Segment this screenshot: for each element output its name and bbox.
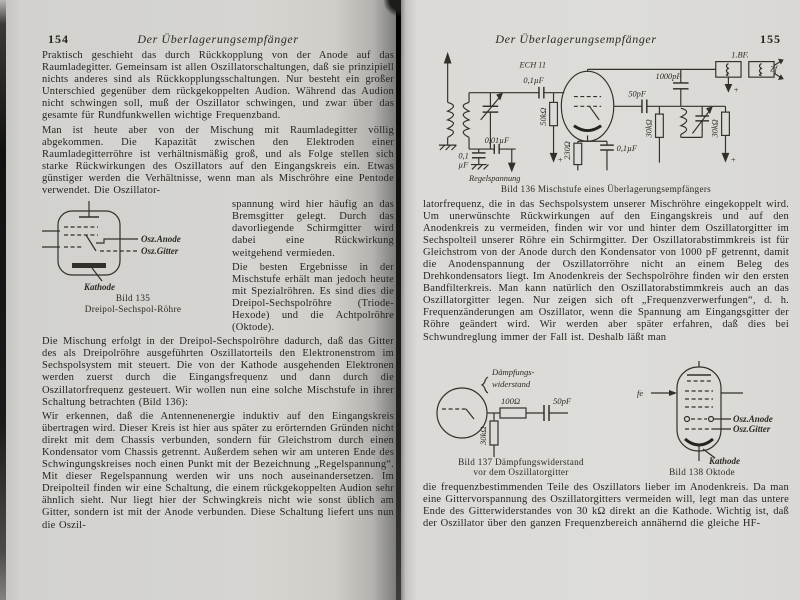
label-1000pf: 1000pF: [655, 72, 682, 82]
label-regelspannung: Regelspannung: [469, 174, 521, 184]
input-transformer: [439, 93, 469, 150]
label-kathode: Kathode: [709, 456, 741, 467]
paragraph: latorfrequenz, die in das Sechspolsystem unserer Mischröhre eingekoppelt wird. Um unerwünschte Rückwirkungen auf den Eingangskreis und auf den Anodenkreis zu vermeiden, finden wir vor und hinter dem Oszillatorgitter im Sechspolteil unserer Röhre ein Schirmgitter. Der Oszillatorabstimmkreis ist für Gleichstrom von der Anode durch den Kondensator von 1000 pF getrennt, damit die Anodenspannung der Oszillatorröhre nicht an einem Beleg des Drehkondensators liegt. Im Anodenkreis der Sechspolröhre finden wir den ersten Bandfilterkreis. Man kann natürlich den Oszillatorabstimmkreis auch an das Oszillatorgitter legen. Nur zeigen sich oft „Frequenzverwerfungen“, d. h. Frequenzänderungen am Oszillator, wenn die Spannung am Eingangsgitter der Röhre geändert wird. Wir werden aber später erfahren, daß dies bei Schwundreglung immer der Fall ist. Deshalb läßt man: [423, 198, 789, 343]
tube-electrodes: [64, 227, 138, 281]
label-plus-a: +: [557, 155, 564, 165]
label-daempfungs: Dämpfungs-: [492, 366, 535, 377]
figure-138: [617, 361, 787, 478]
grid-resistor-30k: [490, 413, 498, 457]
fe-input: [651, 390, 743, 396]
figure-137-caption-line2: vor dem Oszillatorgitter: [473, 467, 569, 478]
label-001uf-capacitor: 0,01µF: [484, 136, 510, 146]
label-fe: fe: [637, 388, 644, 399]
figure-137-caption-line1: Bild 137 Dämpfungswiderstand: [458, 456, 584, 467]
paragraph: die frequenzbestimmenden Teile des Oszillators lieber im Anodenkreis. Da man eine Gittervorspannung des Oszillatorgitters vermeiden will, legt man das untere Ende des Gitterwiderstandes von 30 kΩ direkt an die Kathode. Wichtig ist, daß der Oszillator über den ganzen Frequenzbereich annähernd die gleiche HF-: [423, 481, 789, 529]
label-50pf: 50pF: [553, 395, 572, 406]
mixer-tube: [561, 69, 613, 141]
figure-137: [425, 361, 617, 478]
figure-138-caption: Bild 138 Oktode: [669, 467, 735, 478]
agc-network: [469, 144, 516, 172]
label-osz-gitter: Osz.Gitter: [141, 246, 179, 257]
label-230-resistor: 230Ω: [563, 141, 573, 160]
antenna: [444, 52, 452, 103]
series-capacitor: [544, 405, 568, 421]
page-right-body: [423, 46, 789, 532]
figure-135-caption-line2: Dreipol-Sechspol-Röhre: [84, 303, 182, 314]
label-osz-anode: Osz.Anode: [141, 234, 181, 245]
damping-resistor-schematic: [426, 361, 616, 457]
mixer-stage-circuit-schematic: [426, 48, 786, 184]
figure-136: [423, 48, 789, 195]
label-kathode: Kathode: [84, 282, 116, 293]
label-osz-anode: Osz.Anode: [733, 414, 773, 425]
figure-135-caption-line1: Bild 135: [115, 293, 151, 304]
running-title-right: Der Überlagerungsempfänger: [495, 32, 657, 46]
page-number-right: 155: [760, 32, 781, 46]
paragraph: Die Mischung erfolgt in der Dreipol-Sechspolröhre dadurch, daß das Gitter des als Dreipolröhre ausgeführten Oszillatorteils den Elektronenstrom im Sechspolsystem mit steuert. Die von der Kathode ausgehenden Elektronen werden zuerst durch die Eingangsfrequenz und dann durch die Oszillatorfrequenz gesteuert. Wir wollen nun eine solche Mischstufe in ihrer Schaltung betrachten (Bild 136):: [42, 336, 394, 408]
label-01uf-capacitor: 0,1µF: [616, 143, 638, 153]
figures-row: [425, 348, 787, 478]
label-01uf-left-line2: µF: [458, 160, 469, 170]
paragraph: Wir erkennen, daß die Antennenenergie induktiv auf den Eingangskreis übertragen wird. Dieser Kreis ist hier aus später zu erörternden Gründen nicht direkt mit dem Chassis verbunden, sondern für Gleichstrom durch einen Kondensator vom Chassis getrennt. Außerdem sehen wir am unteren Ende des Schwingungskreises noch einen Punkt mit der Bezeichnung „Regelspannung“. Mit dieser Regelspannung werden wir uns noch auseinandersetzen. Im Dreipolteil finden wir eine Schaltung, die einem rückgekoppelten Audion sehr ähnlich sieht. Nur liegt hier der Schwingkreis nicht wie sonst üblich am Gitter, sondern ist mit der Anode verbunden. Diese Schaltung liefert uns nun die Oszil-: [42, 410, 394, 531]
cathode-network: [574, 135, 614, 170]
label-50pf: 50pF: [628, 89, 646, 99]
wrapped-text-column: [232, 199, 394, 333]
tube-outline: [677, 361, 721, 451]
page-right: [401, 0, 800, 600]
brace-mark: [482, 377, 488, 393]
label-100-ohm: 100Ω: [501, 395, 521, 406]
paragraph: spannung wird hier häufig an das Bremsgitter gelegt. Durch das davorliegende Schirmgitter wird dabei eine Rückwirkung weitgehend vermieden.: [232, 199, 394, 259]
paragraph: Man ist heute aber von der Mischung mit Raumladegitter völlig abgekommen. Die Kapazität zwischen den Elektroden einer Raumladegitterröhre ist verhältnismäßig groß, und als Folge stellen sich starke Rückwirkungen des Oszillators auf den Eingangskreis ein. Etwas günstiger werden die Verhältnisse, wenn man als Mischröhre eine Pentode verwendet. Die Oszillator-: [42, 124, 394, 197]
page-left: [6, 0, 396, 600]
figure-136-caption: Bild 136 Mischstufe eines Überlagerungsempfängers: [500, 184, 712, 194]
label-band-filter: 1.BF.: [731, 50, 749, 60]
page-left-body: [42, 50, 394, 534]
label-tube-type: ECH 11: [519, 60, 547, 70]
figure-135-row: [42, 199, 394, 333]
label-30k-resistor-b: 30kΩ: [710, 119, 720, 138]
label-30k: 30kΩ: [478, 426, 488, 445]
label-30k-resistor-a: 30kΩ: [644, 119, 654, 138]
series-resistor: [487, 408, 544, 418]
label-plus-b: +: [730, 155, 736, 165]
label-zf-output: Zf: [770, 64, 778, 74]
grid-leak-resistor: [550, 93, 558, 163]
osc-anode-row: [685, 417, 732, 422]
figure-135: [42, 199, 224, 333]
page-left-header: [42, 32, 394, 48]
page-number-left: 154: [48, 32, 69, 46]
octode-tube-schematic: [617, 361, 787, 467]
label-grid-capacitor: 0,1µF: [523, 75, 544, 85]
oscillator-grid-resistor: [722, 106, 730, 162]
label-osz-gitter: Osz.Gitter: [733, 424, 771, 435]
paragraph: Praktisch geschieht das durch Rückkopplung von der Anode auf das Raumladegitter. Gemeinsam ist allen Oszillatorschaltungen, daß sie prinzipiell nichts anderes sind als Rückkopplungsschaltungen. Nur besteht ein großer Unterschied gegenüber dem rückgekoppelten Audion. Während das Audion nicht schwingen soll, muß der Oszillator schwingen, und zwar über das gesamte für Rundfunkwellen wichtige Frequenzband.: [42, 50, 394, 122]
running-title-left: Der Überlagerungsempfänger: [137, 32, 299, 46]
label-widerstand: widerstand: [492, 378, 531, 389]
label-plus-c: +: [733, 85, 739, 95]
label-50k-resistor: 50kΩ: [538, 107, 548, 126]
paragraph: Die besten Ergebnisse in der Mischstufe erhält man jedoch heute mit Spezialröhren. Es sind dies die Dreipol-Sechspolröhre (Triode-Hexode) und die Achtpolröhre (Oktode).: [232, 261, 394, 334]
grids: [685, 391, 713, 407]
grid-coupling-capacitor: [469, 87, 564, 99]
triode-hexode-tube-schematic: [42, 201, 224, 293]
label-01uf-left-line1: 0,1: [458, 151, 469, 161]
